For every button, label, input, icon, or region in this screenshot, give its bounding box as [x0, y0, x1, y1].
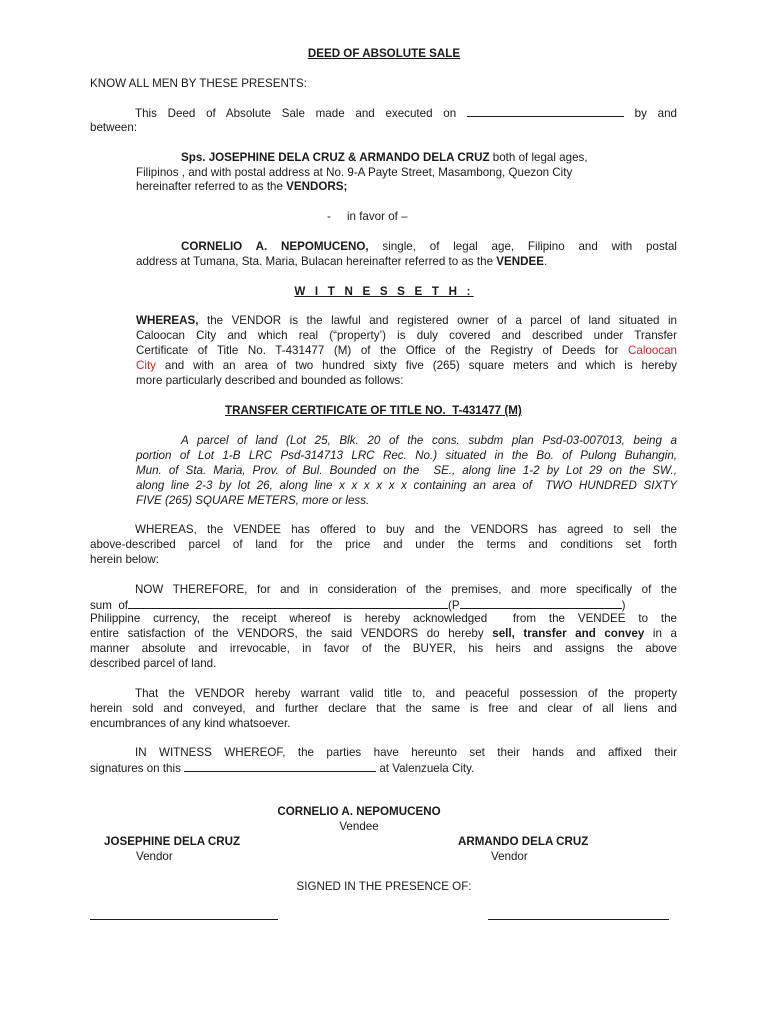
witnesseth-heading: W I T N E S S E T H : [294, 285, 474, 298]
vendor1-signatory-name: JOSEPHINE DELA CRUZ [104, 835, 241, 848]
whereas1-line-3: Certificate of Title No. T-431477 (M) of the Office of the Registry of Deeds for Caloocan [136, 344, 677, 357]
witness-1-signature-line [90, 919, 278, 920]
intro-heading: KNOW ALL MEN BY THESE PRESENTS: [90, 77, 307, 90]
caloocan-highlight: Caloocan [628, 344, 677, 357]
sum-words-blank [128, 597, 448, 609]
now-therefore-line-5: manner absolute and irrevocable, in favor of the BUYER, his heirs and assigns the above [90, 642, 677, 655]
in-witness-line-1: IN WITNESS WHEREOF, the parties have hereunto set their hands and affixed their [135, 746, 677, 759]
document-title: DEED OF ABSOLUTE SALE [307, 47, 461, 60]
parcel-line-2: portion of Lot 1-B LRC Psd-314713 LRC Rec. No.) situated in the Bo. of Pulong Buhangin, [136, 449, 677, 462]
vendee-signatory-role: Vendee [339, 820, 379, 833]
parcel-line-4: along line 2-3 by lot 26, along line x x x x x x containing an area of TWO HUNDRED SIXTY [136, 479, 677, 492]
parcel-line-5: FIVE (265) SQUARE METERS, more or less. [136, 494, 370, 507]
now-therefore-line-4: entire satisfaction of the VENDORS, the said VENDORS do hereby sell, transfer and convey in a [90, 627, 677, 640]
whereas2-line-3: herein below: [90, 553, 159, 566]
vendors-line-2: Filipinos , and with postal address at No. 9-A Payte Street, Masambong, Quezon City [136, 166, 573, 179]
vendor2-signatory-name: ARMANDO DELA CRUZ [458, 835, 589, 848]
sum-amount-blank [460, 597, 622, 609]
warranty-line-3: encumbrances of any kind whatsoever. [90, 717, 291, 730]
whereas2-line-1: WHEREAS, the VENDEE has offered to buy and the VENDORS has agreed to sell the [135, 523, 677, 536]
opening-line-2: between: [90, 121, 138, 134]
whereas1-line-2: Caloocan City and which real (“property’) is duly covered and described under Transfer [136, 329, 677, 342]
now-therefore-line-6: described parcel of land. [90, 657, 217, 670]
in-witness-line-2: signatures on this at Valenzuela City. [90, 762, 475, 775]
vendors-names: Sps. JOSEPHINE DELA CRUZ & ARMANDO DELA CRUZ [181, 151, 490, 164]
whereas1-line-4: City and with an area of two hundred sixty five (265) square meters and which is hereby [136, 359, 677, 372]
whereas2-line-2: above-described parcel of land for the price and under the terms and conditions set forth [90, 538, 677, 551]
opening-line-1: This Deed of Absolute Sale made and executed on by and [135, 107, 677, 120]
witness-2-signature-line [488, 919, 669, 920]
vendee-signatory-name: CORNELIO A. NEPOMUCENO [277, 805, 441, 818]
signing-date-blank [184, 760, 376, 772]
execution-date-blank [467, 105, 624, 117]
warranty-line-2: herein sold and conveyed, and further declare that the same is free and clear of all liens and [90, 702, 677, 715]
now-therefore-line-1: NOW THEREFORE, for and in consideration of the premises, and more specifically of the [135, 583, 677, 596]
vendee-line-2: address at Tumana, Sta. Maria, Bulacan hereinafter referred to as the VENDEE. [136, 255, 548, 268]
vendor1-signatory-role: Vendor [136, 850, 173, 863]
vendors-line-3: hereinafter referred to as the VENDORS; [136, 180, 348, 193]
vendors-line-1: Sps. JOSEPHINE DELA CRUZ & ARMANDO DELA CRUZ both of legal ages, [181, 151, 588, 164]
parcel-line-3: Mun. of Sta. Maria, Prov. of Bul. Bounded on the SE., along line 1-2 by Lot 29 on the SW., [136, 464, 677, 477]
vendor2-signatory-role: Vendor [491, 850, 528, 863]
now-therefore-line-3: Philippine currency, the receipt whereof is hereby acknowledged from the VENDEE to the [90, 612, 677, 625]
tct-heading: TRANSFER CERTIFICATE OF TITLE NO. T-431477 (M) [225, 404, 522, 417]
whereas1-line-1: WHEREAS, the VENDOR is the lawful and registered owner of a parcel of land situated in [136, 314, 677, 327]
parcel-line-1: A parcel of land (Lot 25, Blk. 20 of the cons. subdm plan Psd-03-007013, being a [181, 434, 677, 447]
signed-presence-heading: SIGNED IN THE PRESENCE OF: [296, 880, 472, 893]
city-highlight: City [136, 359, 156, 372]
warranty-line-1: That the VENDOR hereby warrant valid title to, and peaceful possession of the property [135, 687, 677, 700]
now-therefore-line-2: sum of (P ) [90, 599, 626, 612]
vendee-name: CORNELIO A. NEPOMUCENO, [181, 240, 369, 253]
in-favor-of: - in favor of – [327, 210, 408, 223]
whereas1-line-5: more particularly described and bounded as follows: [136, 374, 404, 387]
vendee-line-1: CORNELIO A. NEPOMUCENO, single, of legal age, Filipino and with postal [181, 240, 677, 253]
